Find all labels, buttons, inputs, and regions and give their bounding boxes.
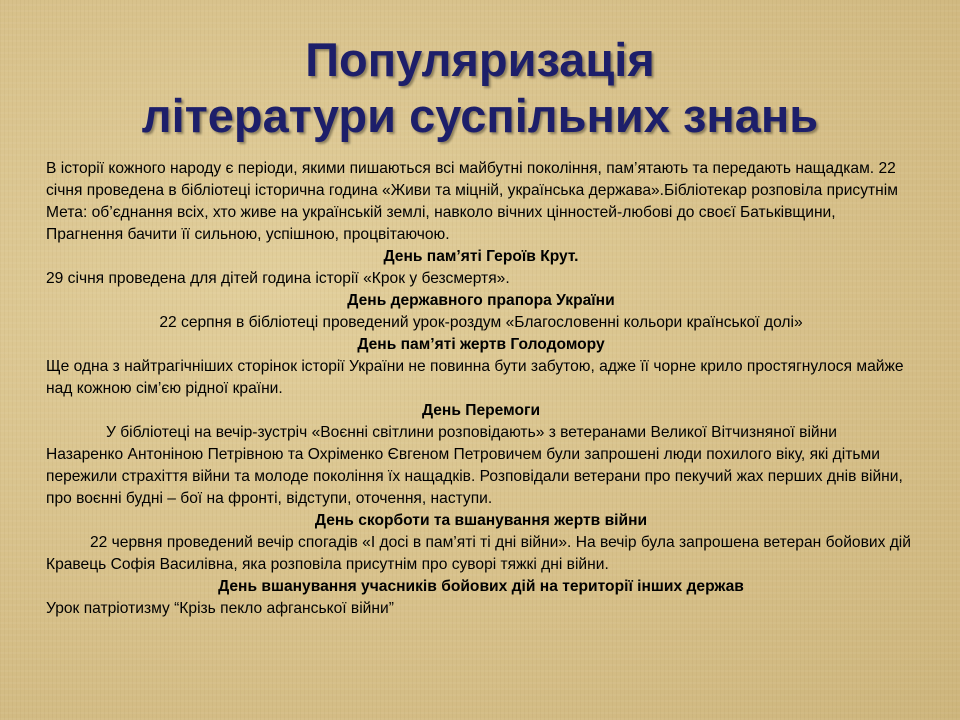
- slide-title: [0, 32, 960, 144]
- section-text-victory: У бібліотеці на вечір-зустріч «Воєнні світлини розповідають» з ветеранами Великої Вітчизняної війни Назаренко Антоніною Петрівною та Охріменко Євгеном Петровичем були запрошені люди похилого віку, які дітьми пережили страхіття війни та молоде покоління їх нащадків. Розповідали ветерани про пекучий жах перших днів війни, про воєнні будні – бої на фронті, відступи, оточення, наступи.: [46, 424, 903, 507]
- section-heading-kruty: День пам’яті Героїв Крут.: [383, 248, 579, 265]
- section-heading-victory: День Перемоги: [421, 402, 541, 419]
- section-heading-holodomor: День пам’яті жертв Голодомору: [357, 336, 605, 353]
- goal-paragraph: Мета: об’єднання всіх, хто живе на українській землі, навколо вічних цінностей-любові до своєї Батьківщини, Прагнення бачити її сильною, успішною, процвітаючою.: [46, 204, 836, 243]
- slide-body: [46, 158, 916, 620]
- title-line-2: літератури суспільних знань: [141, 89, 819, 142]
- section-heading-veterans: День вшанування учасників бойових дій на території інших держав: [218, 578, 744, 595]
- title-line-1: Популяризація: [305, 33, 655, 86]
- section-heading-flag: День державного прапора України: [347, 292, 615, 309]
- section-text-flag: 22 серпня в бібліотеці проведений урок-роздум «Благословенні кольори країнської долі»: [159, 314, 803, 331]
- intro-paragraph: В історії кожного народу є періоди, якими пишаються всі майбутні покоління, пам’ятають та передають нащадкам. 22 січня проведена в бібліотеці історична година «Живи та міцній, українська держава».Бібліотекар розповіла присутнім: [46, 160, 898, 199]
- section-text-kruty: 29 січня проведена для дітей година історії «Крок у безсмертя».: [46, 270, 510, 287]
- section-text-veterans: Урок патріотизму “Крізь пекло афганської війни”: [46, 600, 394, 617]
- section-text-holodomor: Ще одна з найтрагічніших сторінок історії України не повинна бути забутою, адже її чорне крило простягнулося майже над кожною сім’єю рідної країни.: [46, 358, 904, 397]
- section-text-mourning: 22 червня проведений вечір спогадів «І досі в пам’яті ті дні війни». На вечір була запрошена ветеран бойових дій Кравець Софія Василівна, яка розповіла присутнім про суворі тяжкі дні війни.: [46, 534, 911, 573]
- section-heading-mourning: День скорботи та вшанування жертв війни: [314, 512, 648, 529]
